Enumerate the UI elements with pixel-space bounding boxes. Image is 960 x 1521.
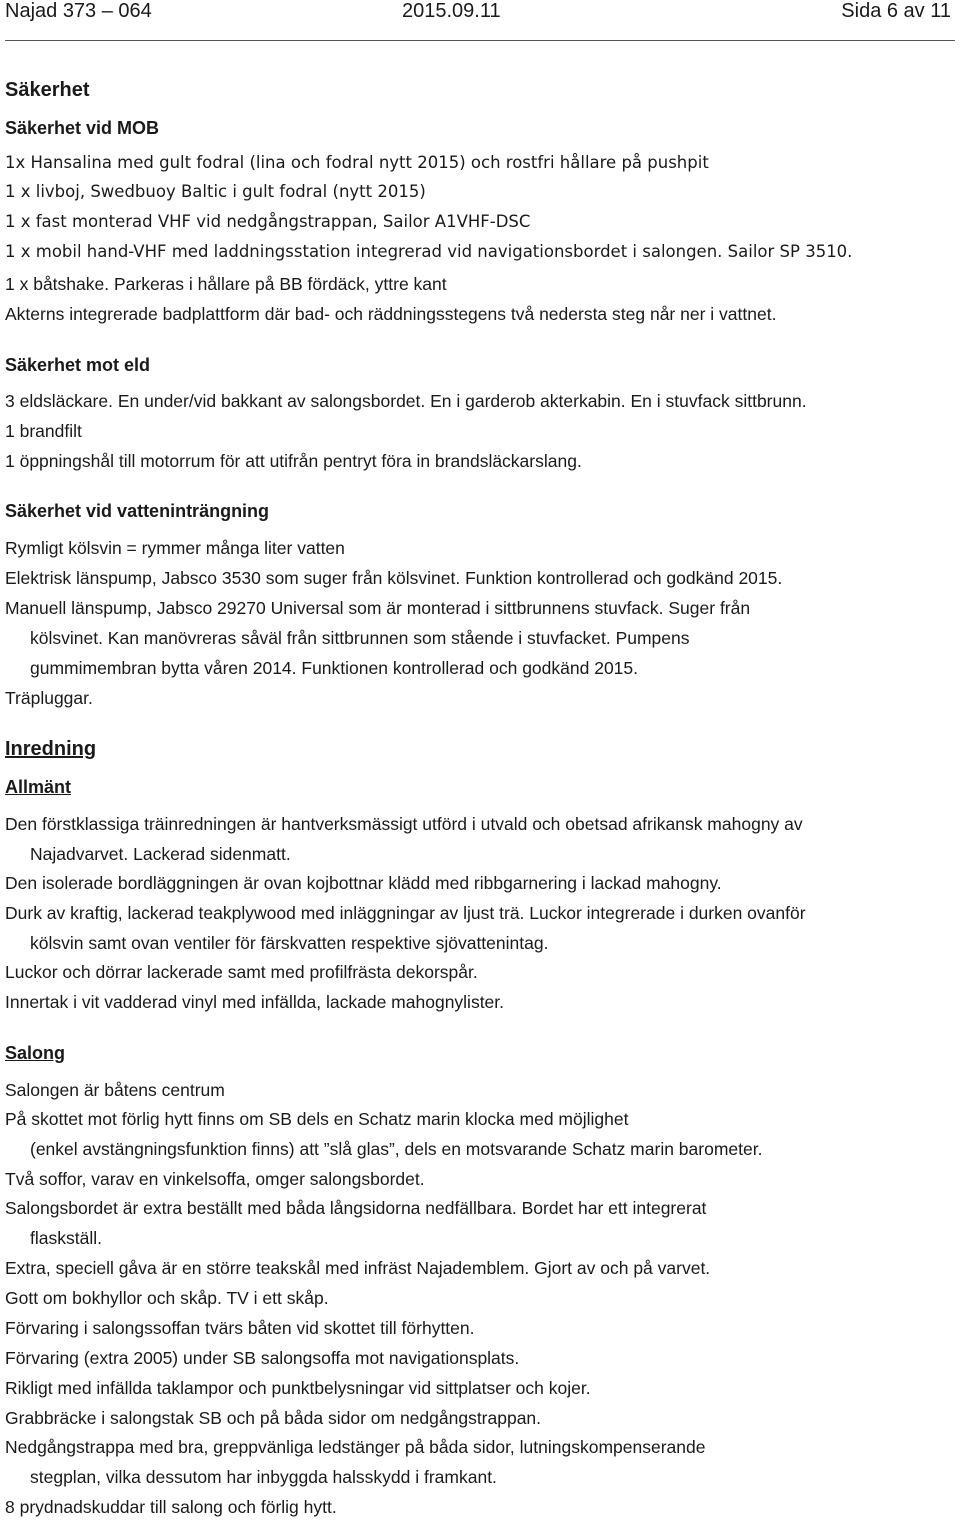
text-line: Najadvarvet. Lackerad sidenmatt. (30, 844, 291, 864)
text-line: 1 x båtshake. Parkeras i hållare på BB fördäck, yttre kant (5, 274, 447, 294)
text-line: Rikligt med infällda taklampor och punktbelysningar vid sittplatser och kojer. (5, 1378, 591, 1398)
text-line: Nedgångstrappa med bra, greppvänliga ledstänger på båda sidor, lutningskompenserande (5, 1437, 706, 1457)
text-line: kölsvin samt ovan ventiler för färskvatten respektive sjövattenintag. (30, 933, 549, 953)
text-line: Extra, speciell gåva är en större teakskål med infräst Najademblem. Gjort av och på varvet. (5, 1258, 711, 1278)
section-title-inredning: Inredning (5, 738, 97, 760)
text-line: Manuell länspump, Jabsco 29270 Universal som är monterad i sittbrunnens stuvfack. Suger från (5, 598, 751, 618)
document-date: 2015.09.11 (402, 0, 501, 22)
header-rule (5, 40, 955, 41)
text-line: 1 x livboj, Swedbuoy Baltic i gult fodral (nytt 2015) (5, 182, 426, 201)
page-number: Sida 6 av 11 (841, 0, 951, 22)
text-line: Förvaring i salongssoffan tvärs båten vid skottet till förhytten. (5, 1318, 475, 1338)
text-line: Rymligt kölsvin = rymmer många liter vatten (5, 538, 345, 558)
text-line: (enkel avstängningsfunktion finns) att ”slå glas”, dels en motsvarande Schatz marin barometer. (30, 1139, 763, 1159)
text-line: Salongen är båtens centrum (5, 1080, 225, 1100)
text-line: 1x Hansalina med gult fodral (lina och fodral nytt 2015) och rostfri hållare på pushpit (5, 153, 709, 172)
text-line: Salongsbordet är extra beställt med båda långsidorna nedfällbara. Bordet har ett integrerat (5, 1198, 707, 1218)
text-line: stegplan, vilka dessutom har inbyggda halsskydd i framkant. (30, 1467, 497, 1487)
subsection-title-vatten: Säkerhet vid vatteninträngning (5, 501, 270, 521)
text-line: 1 öppningshål till motorrum för att utifrån pentryt föra in brandsläckarslang. (5, 451, 582, 471)
text-line: Två soffor, varav en vinkelsoffa, omger salongsbordet. (5, 1169, 425, 1189)
subsection-title-salong: Salong (5, 1043, 66, 1063)
text-line: Innertak i vit vadderad vinyl med infällda, lackade mahognylister. (5, 992, 505, 1012)
page-header (5, 0, 955, 32)
text-line: kölsvinet. Kan manövreras såväl från sittbrunnen som stående i stuvfacket. Pumpens (30, 628, 690, 648)
subsection-title-mob: Säkerhet vid MOB (5, 118, 160, 138)
text-line: 1 brandfilt (5, 421, 82, 441)
subsection-title-allmant: Allmänt (5, 777, 72, 797)
text-line: Grabbräcke i salongstak SB och på båda sidor om nedgångstrappan. (5, 1408, 542, 1428)
text-line: 3 eldsläckare. En under/vid bakkant av salongsbordet. En i garderob akterkabin. En i stuvfack sittbrunn. (5, 391, 807, 411)
text-line: 1 x mobil hand-VHF med laddningsstation integrerad vid navigationsbordet i salongen. Sailor SP 3510. (5, 242, 853, 261)
text-line: 1 x fast monterad VHF vid nedgångstrappan, Sailor A1VHF-DSC (5, 212, 531, 231)
subsection-title-eld: Säkerhet mot eld (5, 355, 151, 375)
text-line: Elektrisk länspump, Jabsco 3530 som suger från kölsvinet. Funktion kontrollerad och godkänd 2015. (5, 568, 783, 588)
text-line: gummimembran bytta våren 2014. Funktionen kontrollerad och godkänd 2015. (30, 658, 639, 678)
document-id: Najad 373 – 064 (5, 0, 152, 22)
text-line: Luckor och dörrar lackerade samt med profilfrästa dekorspår. (5, 962, 478, 982)
text-line: Förvaring (extra 2005) under SB salongsoffa mot navigationsplats. (5, 1348, 520, 1368)
text-line: Akterns integrerade badplattform där bad- och räddningsstegens två nedersta steg når ner i vattnet. (5, 304, 777, 324)
text-line: Den förstklassiga träinredningen är hantverksmässigt utförd i utvald och obetsad afrikansk mahogny av (5, 814, 803, 834)
text-line: flaskställ. (30, 1228, 102, 1248)
text-line: 8 prydnadskuddar till salong och förlig hytt. (5, 1497, 337, 1517)
text-line: Träpluggar. (5, 688, 93, 708)
text-line: Gott om bokhyllor och skåp. TV i ett skåp. (5, 1288, 329, 1308)
text-line: Den isolerade bordläggningen är ovan kojbottnar klädd med ribbgarnering i lackad mahogny. (5, 873, 722, 893)
section-title-sakerhet: Säkerhet (5, 79, 90, 101)
text-line: På skottet mot förlig hytt finns om SB dels en Schatz marin klocka med möjlighet (5, 1109, 629, 1129)
text-line: Durk av kraftig, lackerad teakplywood med inläggningar av ljust trä. Luckor integrerade i durken ovanför (5, 903, 806, 923)
